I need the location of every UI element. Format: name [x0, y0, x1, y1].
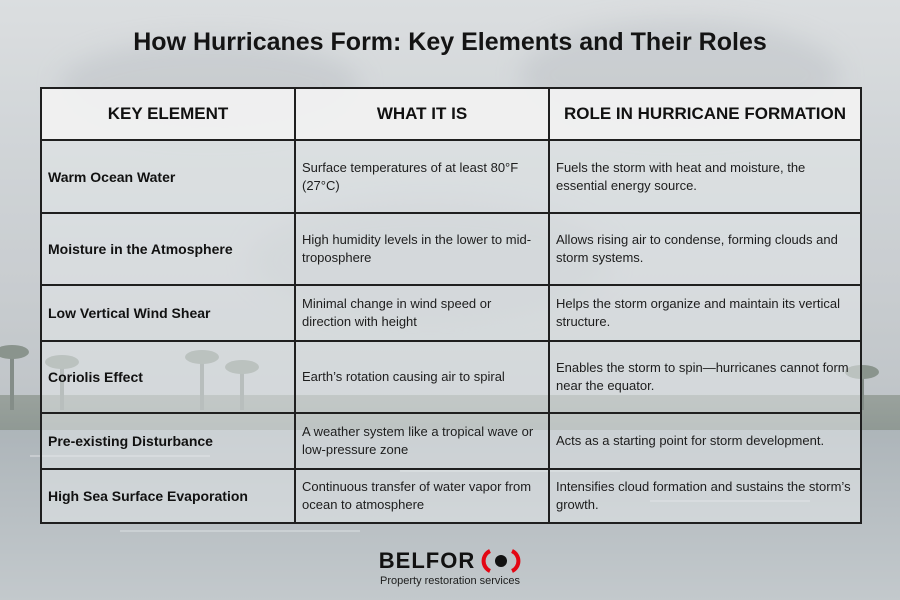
- table-row: [41, 285, 861, 341]
- what-it-is-cell: Surface temperatures of at least 80°F (27°C): [295, 140, 549, 213]
- brand-name: BELFOR: [378, 548, 476, 573]
- key-element-cell: Warm Ocean Water: [41, 140, 295, 213]
- table-row: [41, 140, 861, 213]
- what-it-is-cell: A weather system like a tropical wave or low-pressure zone: [295, 413, 549, 469]
- key-element-cell: Moisture in the Atmosphere: [41, 213, 295, 285]
- what-it-is-cell: High humidity levels in the lower to mid-troposphere: [295, 213, 549, 285]
- role-cell: Enables the storm to spin—hurricanes cannot form near the equator.: [549, 341, 861, 413]
- role-cell: Helps the storm organize and maintain its vertical structure.: [549, 285, 861, 341]
- key-element-cell: Low Vertical Wind Shear: [41, 285, 295, 341]
- role-cell: Fuels the storm with heat and moisture, the essential energy source.: [549, 140, 861, 213]
- role-cell: Allows rising air to condense, forming clouds and storm systems.: [549, 213, 861, 285]
- table-header-row: [41, 88, 861, 140]
- belfor-logo-icon: [481, 549, 521, 573]
- belfor-logo: [0, 548, 900, 587]
- hurricane-elements-table: [40, 87, 862, 524]
- what-it-is-cell: Continuous transfer of water vapor from ocean to atmosphere: [295, 469, 549, 523]
- header-key-element: KEY ELEMENT: [41, 88, 295, 140]
- key-element-cell: Pre-existing Disturbance: [41, 413, 295, 469]
- key-element-cell: Coriolis Effect: [41, 341, 295, 413]
- what-it-is-cell: Minimal change in wind speed or direction with height: [295, 285, 549, 341]
- role-cell: Intensifies cloud formation and sustains the storm’s growth.: [549, 469, 861, 523]
- page-title: How Hurricanes Form: Key Elements and Their Roles: [133, 28, 767, 56]
- logo-tagline: Property restoration services: [380, 575, 520, 587]
- table-row: [41, 341, 861, 413]
- header-role: ROLE IN HURRICANE FORMATION: [549, 88, 861, 140]
- table-row: [41, 213, 861, 285]
- what-it-is-cell: Earth’s rotation causing air to spiral: [295, 341, 549, 413]
- role-cell: Acts as a starting point for storm development.: [549, 413, 861, 469]
- table-row: [41, 413, 861, 469]
- key-element-cell: High Sea Surface Evaporation: [41, 469, 295, 523]
- header-what-it-is: WHAT IT IS: [295, 88, 549, 140]
- table-row: [41, 469, 861, 523]
